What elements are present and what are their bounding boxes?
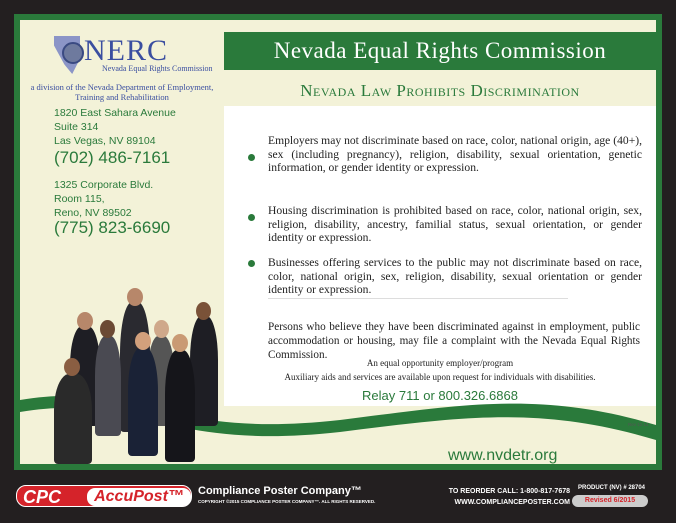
complaint-text: Persons who believe they have been discriminated against in employment, public accommodation or housing, may file a complaint with the Nevada Equal Rights Commission. — [268, 321, 640, 361]
page-title: Nevada Equal Rights Commission — [224, 32, 656, 70]
person — [128, 348, 158, 456]
head — [77, 312, 93, 330]
address-line: Reno, NV 89502 — [54, 207, 132, 219]
office1-phone: (702) 486-7161 — [54, 148, 171, 167]
head — [127, 288, 143, 306]
head — [64, 358, 80, 376]
logo-name: Nevada Equal Rights Commission — [102, 64, 213, 73]
person — [165, 350, 195, 462]
address-line: Room 115, — [54, 193, 105, 205]
bullet-text: Housing discrimination is prohibited based on race, color, national origin, sex, religion, disability, ancestry, familial status, sexual orientation, or gender identity or expression. — [268, 204, 642, 244]
head — [196, 302, 211, 320]
bullet-text: Businesses offering services to the public may not discriminate based on race, color, national origin, sex, religion, disability, sexual orientation or gender identity or expression. — [268, 256, 642, 296]
person — [54, 374, 92, 464]
office2-phone: (775) 823-6690 — [54, 218, 171, 237]
product-code: PRODUCT (NV) # 28704 — [578, 485, 646, 491]
poster-inner — [20, 20, 656, 464]
copyright: COPYRIGHT ©2015 COMPLIANCE POSTER COMPANY™. ALL RIGHTS RESERVED. — [198, 499, 376, 504]
head — [100, 320, 115, 338]
company-name: Compliance Poster Company™ — [198, 485, 362, 497]
cpc-logo-text: CPC — [23, 487, 62, 507]
cpc-accupost-logo — [16, 485, 192, 507]
accupost-logo-text: AccuPost™ — [87, 488, 191, 506]
aux-aids-text: Auxiliary aids and services are available upon request for individuals with disabilities. — [284, 372, 596, 382]
footer — [0, 478, 676, 523]
poster — [14, 14, 662, 470]
page-subtitle: Nevada Law Prohibits Discrimination — [300, 81, 580, 100]
revision-note: Rev 12.14 — [628, 422, 649, 427]
website-link[interactable]: www.nvdetr.org — [448, 447, 558, 464]
division-text: a division of the Nevada Department of Employment, Training and Rehabilitation — [30, 82, 214, 102]
head — [154, 320, 169, 338]
revised-badge: Revised 6/2015 — [572, 495, 648, 507]
address-line: 1325 Corporate Blvd. — [54, 179, 154, 191]
eeo-text: An equal opportunity employer/program — [366, 358, 514, 368]
logo-abbr: NERC — [84, 34, 169, 67]
reorder-phone: TO REORDER CALL: 1-800-817-7678 — [448, 488, 570, 495]
people-photo — [50, 286, 220, 464]
address-line: Suite 314 — [54, 121, 99, 133]
head — [172, 334, 188, 352]
address-line: 1820 East Sahara Avenue — [54, 107, 176, 119]
head — [135, 332, 151, 350]
bullet-text: Employers may not discriminate based on race, color, national origin, age (40+), sex (including pregnancy), religion, disability, sexual orientation, genetic information, or gender identity or expression. — [268, 134, 642, 174]
reorder-info — [410, 486, 570, 508]
reorder-url[interactable]: WWW.COMPLIANCEPOSTER.COM — [454, 499, 570, 506]
relay-number: Relay 711 or 800.326.6868 — [362, 388, 518, 403]
address-line: Las Vegas, NV 89104 — [54, 135, 156, 147]
person — [95, 336, 121, 436]
